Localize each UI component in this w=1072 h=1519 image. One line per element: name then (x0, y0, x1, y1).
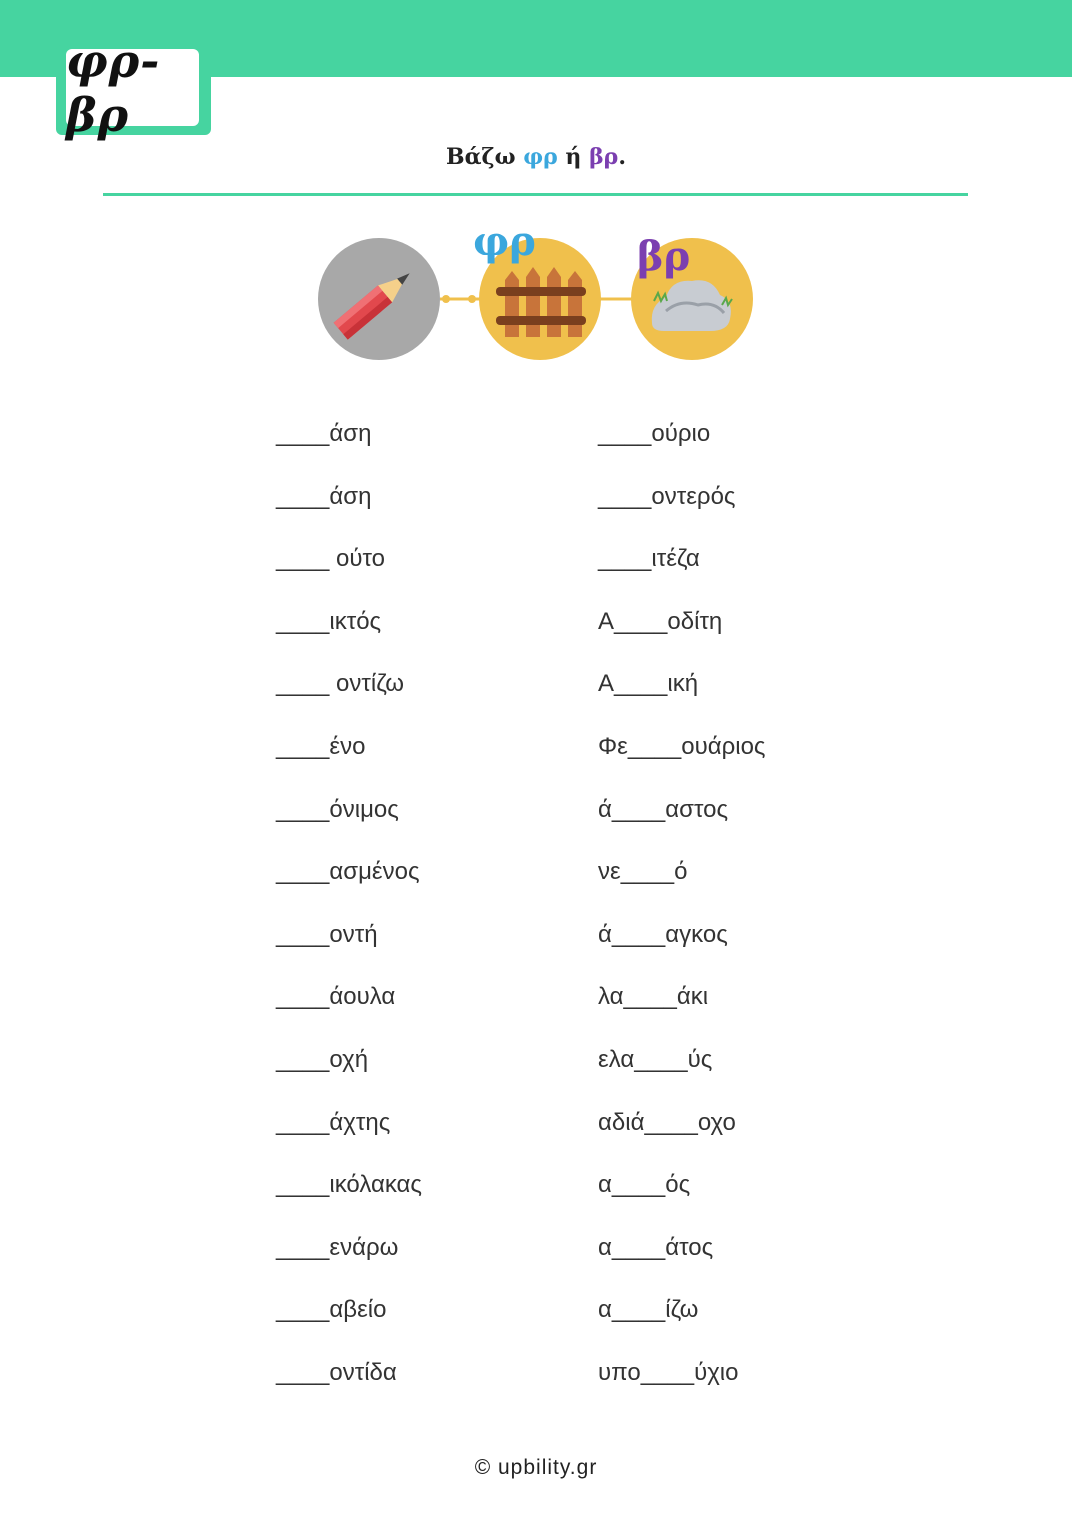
word-item: ____ οντίζω (276, 670, 404, 698)
word-item: ____όνιμος (276, 795, 399, 823)
word-item: ά____αγκος (598, 920, 728, 948)
instruction-middle: ή (557, 144, 590, 170)
word-item: ____οντερός (598, 482, 736, 510)
word-item: α____ός (598, 1171, 691, 1199)
word-item: α____άτος (598, 1233, 714, 1261)
word-item: ____οντή (276, 920, 378, 948)
logo (56, 33, 211, 142)
word-item: ____αβείο (276, 1296, 387, 1324)
word-item: ____ικόλακας (276, 1171, 422, 1199)
word-item: ____ούριο (598, 420, 711, 447)
word-item: ____ενάρω (276, 1233, 399, 1261)
word-item: ____ικτός (276, 607, 382, 635)
instruction-option-vr: βρ (589, 144, 619, 170)
word-item: Α____ική (598, 670, 699, 698)
word-item: ____ένο (276, 732, 366, 760)
instruction-suffix: . (618, 144, 626, 170)
instruction (0, 144, 1072, 170)
word-item: νε____ό (598, 858, 688, 886)
word-item: αδιά____οχο (598, 1108, 736, 1136)
instruction-option-fr: φρ (523, 144, 558, 170)
label-vr: βρ (637, 233, 691, 280)
word-item: ά____αστος (598, 795, 729, 823)
word-item: ____άση (276, 482, 372, 510)
word-item: ____οντίδα (276, 1358, 397, 1386)
pencil-icon (318, 238, 440, 360)
word-item: υπο____ύχιο (598, 1358, 739, 1386)
word-item: ____άουλα (276, 983, 396, 1011)
word-column-right (598, 412, 765, 1414)
word-item: ελα____ύς (598, 1045, 713, 1073)
footer-copyright: © upbility.gr (474, 1456, 598, 1479)
word-item: ____ ούτο (276, 545, 386, 573)
word-item: λα____άκι (598, 983, 709, 1011)
logo-text: φρ-βρ (66, 33, 161, 142)
word-item: ____ιτέζα (598, 545, 700, 573)
instruction-prefix: Βάζω (446, 144, 524, 170)
word-item: α____ίζω (598, 1296, 699, 1324)
illustration (300, 215, 770, 375)
word-item: Α____οδίτη (598, 607, 723, 635)
word-item: Φε____ουάριος (598, 732, 766, 760)
label-fr: φρ (473, 218, 536, 265)
word-item: ____ασμένος (276, 858, 420, 886)
word-item: ____άση (276, 420, 372, 447)
word-column-left (276, 412, 422, 1414)
divider (103, 193, 968, 196)
word-item: ____οχή (276, 1045, 369, 1073)
word-item: ____άχτης (276, 1108, 391, 1136)
